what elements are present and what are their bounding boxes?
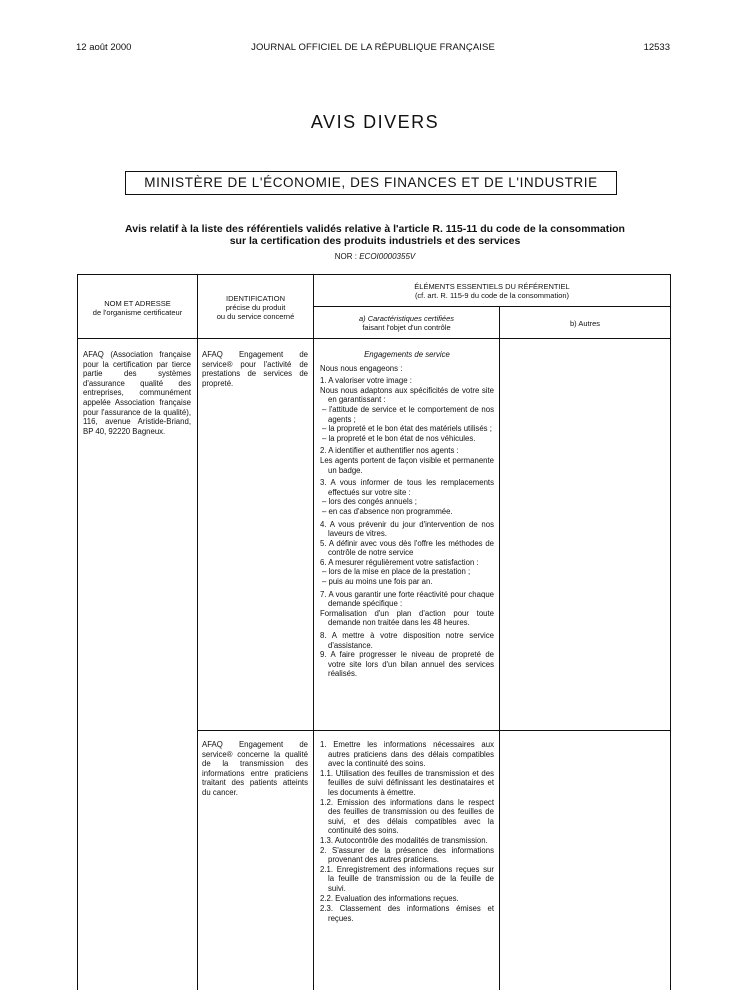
row2-item-2-3: 2.3. Classement des informations émises et reçues. (320, 904, 494, 923)
running-header (76, 42, 670, 56)
row2-item-1-1: 1.1. Utilisation des feuilles de transmission et des feuilles de suivi définissant les destinataires et les documents à émettre. (320, 768, 494, 797)
subheader-a-line-2: faisant l'objet d'un contrôle (362, 323, 451, 332)
row2-identification: AFAQ Engagement de service® concerne la qualité de la transmission des informations entre praticiens traitant des patients atteints du cancer. (202, 740, 308, 797)
row1-item-2-heading: 2. A identifier et authentifier nos agents : (320, 446, 459, 456)
col-header-organism (78, 299, 197, 317)
row1-item-8: 8. A mettre à votre disposition notre service d'assistance. (320, 631, 494, 650)
col-header-organism-line-2: de l'organisme certificateur (92, 308, 183, 317)
row2-item-1: 1. Emettre les informations nécessaires aux autres praticiens dans des délais compatibles avec la continuité des soins. (320, 740, 494, 769)
section-title: AVIS DIVERS (310, 112, 440, 132)
row1-item-7 (320, 590, 494, 628)
row1-identification: AFAQ Engagement de service® pour l'activité de prestations de services de propreté. (202, 350, 308, 388)
row1-item-4: 4. A vous prévenir du jour d'intervention de nos laveurs de vitres. (320, 519, 494, 539)
table-border-right (670, 274, 671, 990)
row1-item-1-text: Nous nous adaptons aux spécificités de votre site en garantissant : (320, 385, 494, 405)
row-separator (197, 730, 671, 731)
subheader-a-line-1: a) Caractéristiques certifiées (358, 314, 455, 323)
avis-title-line-2: sur la certification des produits industriels et des services (229, 235, 521, 247)
col-header-elements-line-2: (cf. art. R. 115-9 du code de la consommation) (414, 291, 570, 300)
referentiels-table (77, 274, 671, 990)
row1-item-9: 9. A faire progresser le niveau de propreté de votre site lors d'un bilan annuel des services réalisés. (320, 650, 494, 679)
subheader-others: b) Autres (569, 319, 600, 328)
row1-item-2-text: Les agents portent de façon visible et permanente un badge. (320, 455, 494, 475)
row1-item-5: 5. A définir avec vous dès l'offre les méthodes de contrôle de notre service (320, 538, 494, 558)
row2-item-1-3: 1.3. Autocontrôle des modalités de transmission. (320, 835, 488, 845)
subheader-rule (313, 306, 671, 307)
row1-item-1-heading: 1. A valoriser votre image : (320, 376, 412, 386)
row2-item-2: 2. S'assurer de la présence des informations provenant des autres praticiens. (320, 845, 494, 865)
row1-item-6-dash-1: – lors de la mise en place de la prestation ; (322, 567, 471, 577)
row2-item-1-2: 1.2. Emission des informations dans le respect des feuilles de transmission ou des feuilles de suivi, et des délais compatibles avec la continuité des soins. (320, 797, 494, 836)
header-date: 12 août 2000 (76, 42, 132, 53)
col-header-identification (198, 294, 313, 321)
col-header-identification-line-3: ou du service concerné (216, 312, 295, 321)
column-divider-3 (499, 306, 500, 990)
row1-item-3 (320, 478, 494, 516)
column-divider-2 (313, 274, 314, 990)
row1-characteristics (320, 350, 494, 679)
row2-item-2-2: 2.2. Evaluation des informations reçues. (320, 893, 459, 903)
row1-item-1 (320, 376, 494, 443)
row1-item-6 (320, 558, 494, 587)
nor-code: ECOI0000355V (359, 252, 416, 261)
row1-item-1-dash-3: – la propreté et le bon état de nos véhicules. (322, 433, 476, 443)
table-border-left (77, 274, 78, 990)
header-journal-title: JOURNAL OFFICIEL DE LA RÉPUBLIQUE FRANÇAISE (251, 42, 495, 53)
nor-label: NOR : (334, 252, 357, 261)
row1-item-3-heading: 3. A vous informer de tous les remplacements effectués sur votre site : (320, 478, 494, 497)
organism-name-address: AFAQ (Association française pour la certification par tierce partie des systèmes d'assurance qualité des entreprises, communément appelée Association française pour l'assurance de la qualité), 116, avenue Aristide-Briand, BP 40, 92220 Bagneux. (83, 350, 191, 436)
col-header-organism-line-1: NOM ET ADRESSE (104, 299, 171, 308)
nor-reference (0, 252, 750, 261)
avis-title (90, 223, 660, 247)
row1-item-1-dash-2: – la propreté et le bon état des matériels utilisés ; (322, 424, 492, 434)
header-bottom-rule (77, 338, 671, 339)
col-header-identification-line-1: IDENTIFICATION (225, 294, 286, 303)
row1-item-1-dash-1: – l'attitude de service et le comportement de nos agents ; (322, 404, 494, 424)
col-header-identification-line-2: précise du produit (225, 303, 286, 312)
row1-item-6-heading: 6. A mesurer régulièrement votre satisfaction : (320, 557, 479, 567)
row2-characteristics (320, 740, 494, 923)
avis-title-line-1: Avis relatif à la liste des référentiels validés relative à l'article R. 115-11 du code de la consommation (125, 223, 625, 235)
column-divider-1 (197, 274, 198, 990)
row1-title: Engagements de service (364, 350, 450, 359)
subheader-certified-characteristics (314, 314, 499, 332)
row1-intro: Nous nous engageons : (320, 363, 403, 373)
table-border-top (77, 274, 671, 275)
row2-item-2-1: 2.1. Enregistrement des informations reçues sur la feuille de transmission ou de la feuille de suivi. (320, 864, 494, 893)
ministry-heading: MINISTÈRE DE L'ÉCONOMIE, DES FINANCES ET DE L'INDUSTRIE (125, 171, 617, 195)
row1-item-6-dash-2: – puis au moins une fois par an. (322, 577, 433, 587)
row1-item-3-dash-1: – lors des congés annuels ; (322, 497, 417, 507)
row1-item-2 (320, 446, 494, 475)
col-header-elements (314, 282, 670, 300)
header-page-number: 12533 (643, 42, 670, 53)
row1-item-7-heading: 7. A vous garantir une forte réactivité pour chaque demande spécifique : (320, 589, 494, 609)
col-header-elements-line-1: ÉLÉMENTS ESSENTIELS DU RÉFÉRENTIEL (414, 282, 570, 291)
row1-item-7-text: Formalisation d'un plan d'action pour toute demande non traitée dans les 48 heures. (320, 608, 494, 628)
row1-item-3-dash-2: – en cas d'absence non programmée. (322, 506, 453, 516)
